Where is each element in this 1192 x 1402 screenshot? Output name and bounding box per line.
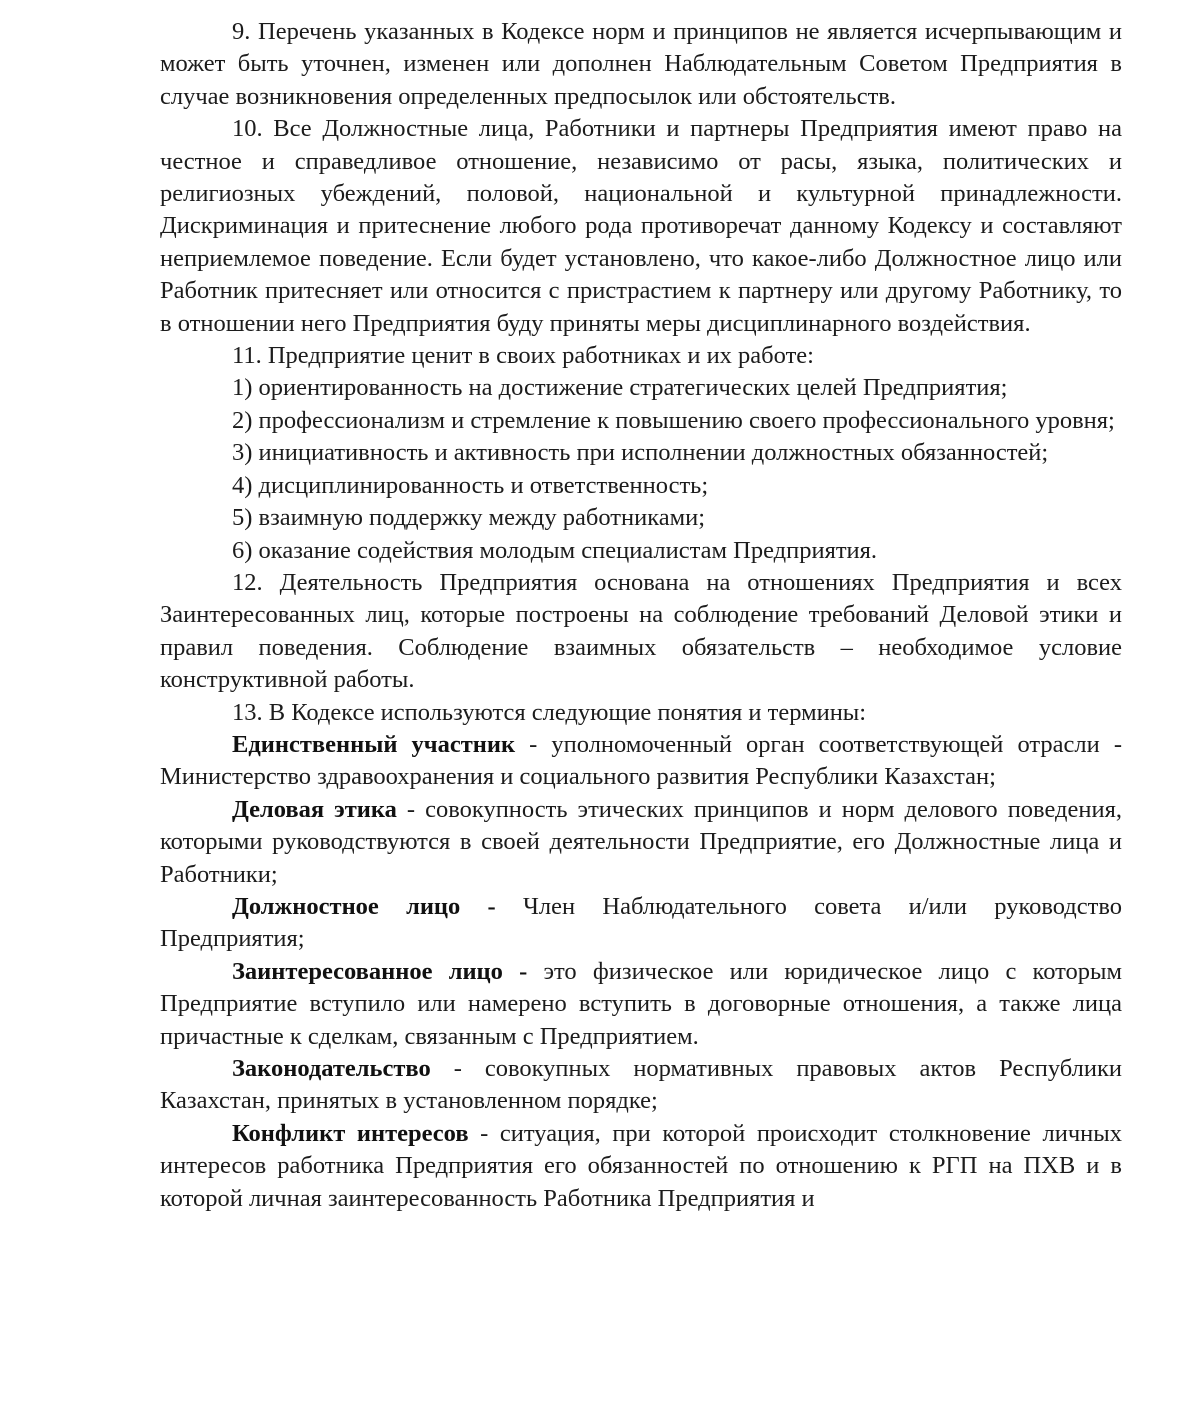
definition-legislation	[160, 1053, 1122, 1118]
definition-text: - совокупность этических принципов и норм делового поведения, которыми руководствуются в своей деятельности Предприятие, его Должностные лица и Работники;	[160, 795, 1122, 888]
list-item-11-1: 1) ориентированность на достижение стратегических целей Предприятия;	[232, 374, 1008, 402]
definition-text: это физическое или юридическое лицо с которым Предприятие вступило или намерено вступить в договорные отношения, а также лица причастные к сделкам, связанным с Предприятием.	[160, 957, 1122, 1050]
list-item-11-5: 5) взаимную поддержку между работниками;	[232, 504, 706, 532]
definition-term: Конфликт интересов	[232, 1119, 469, 1147]
document-page	[160, 16, 1122, 1215]
paragraph-10: 10. Все Должностные лица, Работники и партнеры Предприятия имеют право на честное и справедливое отношение, независимо от расы, языка, политических и религиозных убеждений, половой, национальной и культурной принадлежности. Дискриминация и притеснение любого рода противоречат данному Кодексу и составляют неприемлемое поведение. Если будет установлено, что какое-либо Должностное лицо или Работник притесняет или относится с пристрастием к партнеру или другому Работнику, то в отношении него Предприятия буду приняты меры дисциплинарного воздействия.	[160, 115, 1122, 337]
definition-business-ethics	[160, 794, 1122, 891]
definition-interested-party	[160, 956, 1122, 1053]
definition-term: Законодательство	[232, 1055, 431, 1082]
definition-term: Заинтересованное лицо -	[232, 957, 528, 985]
paragraph-11: 11. Предприятие ценит в своих работниках и их работе:	[232, 342, 814, 370]
definition-text: - ситуация, при которой происходит столкновение личных интересов работника Предприятия его обязанностей по отношению к РГП на ПХВ и в которой личная заинтересованность Работника Предприятия и	[160, 1119, 1122, 1212]
definition-conflict-of-interest	[160, 1118, 1122, 1215]
definition-official	[160, 891, 1122, 956]
paragraph-13: 13. В Кодексе используются следующие понятия и термины:	[232, 698, 867, 726]
paragraph-9: 9. Перечень указанных в Кодексе норм и принципов не является исчерпывающим и может быть уточнен, изменен или дополнен Наблюдательным Советом Предприятия в случае возникновения определенных предпосылок или обстоятельств.	[160, 18, 1122, 110]
definition-term: Единственный участник	[232, 730, 516, 758]
definition-term: Деловая этика	[232, 795, 397, 823]
definition-text: - уполномоченный орган соответствующей отрасли - Министерство здравоохранения и социального развития Республики Казахстан;	[160, 730, 1122, 791]
definition-text: Член Наблюдательного совета и/или руководство Предприятия;	[160, 892, 1122, 953]
definition-text: - совокупных нормативных правовых актов Республики Казахстан, принятых в установленном порядке;	[160, 1055, 1122, 1115]
definition-sole-participant	[160, 729, 1122, 794]
list-item-11-4: 4) дисциплинированность и ответственность;	[232, 471, 709, 499]
definition-term: Должностное лицо -	[232, 892, 496, 920]
paragraph-12: 12. Деятельность Предприятия основана на отношениях Предприятия и всех Заинтересованных лиц, которые построены на соблюдение требований Деловой этики и правил поведения. Соблюдение взаимных обязательств – необходимое условие конструктивной работы.	[160, 568, 1122, 694]
list-item-11-3: 3) инициативность и активность при исполнении должностных обязанностей;	[232, 439, 1049, 467]
list-item-11-6: 6) оказание содействия молодым специалистам Предприятия.	[232, 536, 878, 564]
list-item-11-2: 2) профессионализм и стремление к повышению своего профессионального уровня;	[232, 406, 1115, 434]
